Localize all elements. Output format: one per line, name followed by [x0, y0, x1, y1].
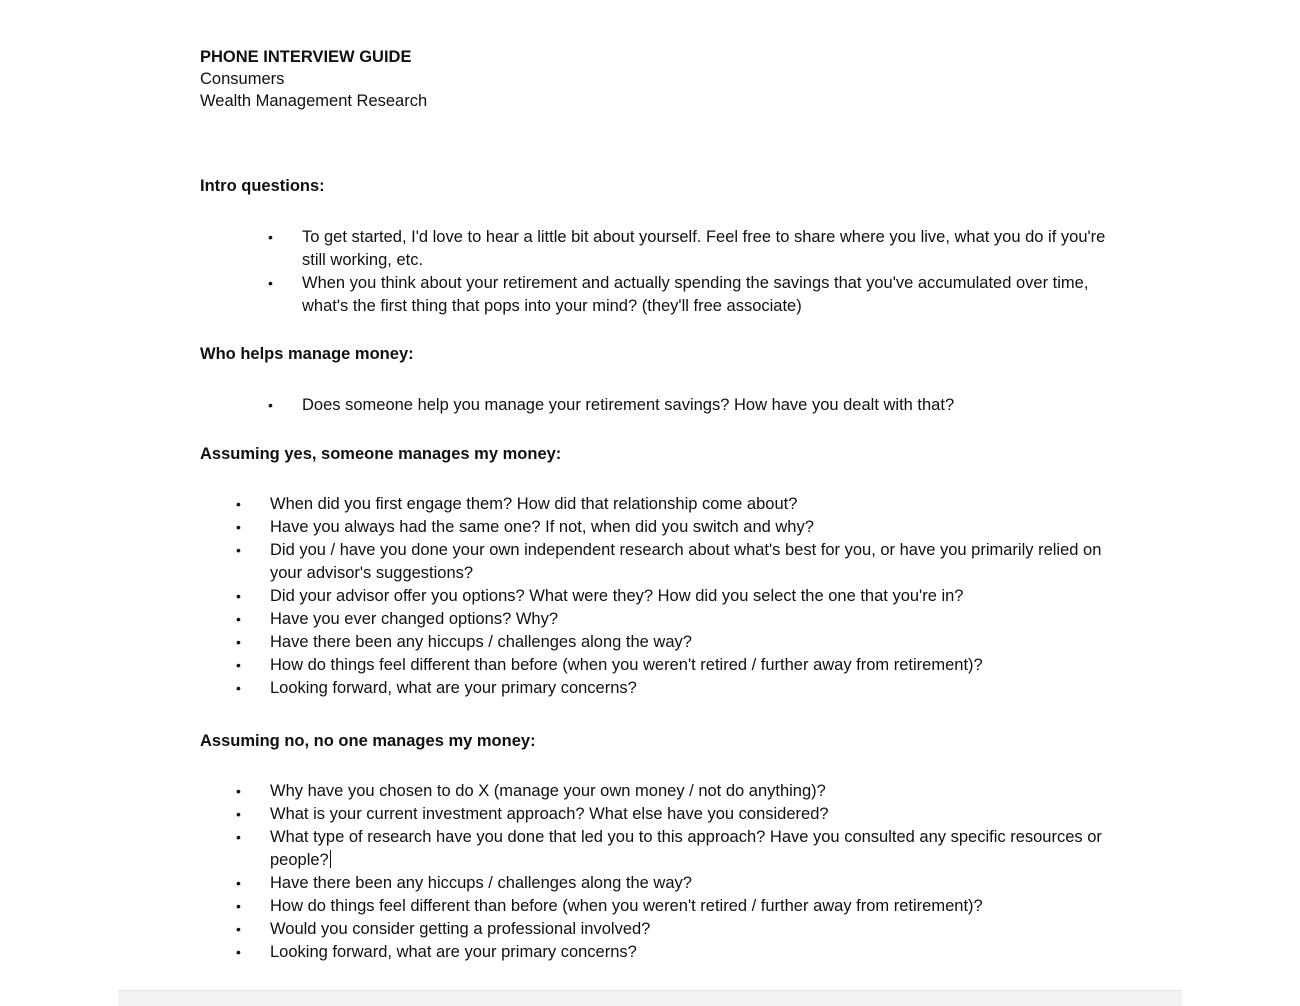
- list-item: [268, 272, 1132, 318]
- question-list-who-helps: [268, 394, 1132, 417]
- bullet-icon: •: [236, 898, 241, 914]
- question-text: Did your advisor offer you options? What were they? How did you select the one that you're in?: [270, 587, 964, 605]
- bullet-icon: •: [236, 806, 241, 822]
- question-text: Looking forward, what are your primary concerns?: [270, 943, 637, 961]
- list-item: [236, 826, 1110, 872]
- list-item: [236, 780, 1110, 803]
- question-text: Looking forward, what are your primary concerns?: [270, 679, 637, 697]
- list-item: [236, 493, 1110, 516]
- bullet-icon: •: [236, 783, 241, 799]
- question-text: Have you ever changed options? Why?: [270, 610, 559, 628]
- document-subtitle-audience: Consumers: [200, 70, 285, 88]
- bullet-icon: •: [268, 397, 273, 413]
- question-text: Would you consider getting a professional involved?: [270, 920, 651, 938]
- text-cursor: [330, 850, 331, 868]
- list-item: [236, 608, 1110, 631]
- question-text: What type of research have you done that led you to this approach? Have you consulted any specific resources or people?: [270, 828, 1102, 869]
- question-text: Does someone help you manage your retirement savings? How have you dealt with that?: [302, 396, 955, 414]
- list-item: [236, 872, 1110, 895]
- section-heading-assuming-yes: Assuming yes, someone manages my money:: [200, 445, 562, 463]
- bullet-icon: •: [236, 611, 241, 627]
- question-text: Have you always had the same one? If not, when did you switch and why?: [270, 518, 814, 536]
- section-heading-who-helps: Who helps manage money:: [200, 345, 414, 363]
- section-heading-intro: Intro questions:: [200, 177, 325, 195]
- list-item: [236, 585, 1110, 608]
- bullet-icon: •: [236, 634, 241, 650]
- page-bottom-edge: [118, 990, 1182, 1006]
- list-item: [268, 226, 1132, 272]
- list-item: [236, 654, 1110, 677]
- section-heading-assuming-no: Assuming no, no one manages my money:: [200, 732, 536, 750]
- bullet-icon: •: [236, 829, 241, 845]
- question-text: Did you / have you done your own independent research about what's best for you, or have you primarily relied on your advisor's suggestions?: [270, 541, 1102, 582]
- question-text: How do things feel different than before (when you weren't retired / further away from retirement)?: [270, 897, 983, 915]
- question-text: When did you first engage them? How did that relationship come about?: [270, 495, 798, 513]
- question-text: When you think about your retirement and actually spending the savings that you've accumulated over time, what's the first thing that pops into your mind? (they'll free associate): [302, 274, 1089, 315]
- question-text: How do things feel different than before (when you weren't retired / further away from retirement)?: [270, 656, 983, 674]
- bullet-icon: •: [236, 496, 241, 512]
- bullet-icon: •: [236, 519, 241, 535]
- bullet-icon: •: [236, 680, 241, 696]
- question-text: To get started, I'd love to hear a little bit about yourself. Feel free to share where you live, what you do if you're still working, etc.: [302, 228, 1106, 269]
- question-list-assuming-no: [236, 780, 1110, 964]
- list-item: [236, 631, 1110, 654]
- question-text: Have there been any hiccups / challenges along the way?: [270, 633, 692, 651]
- list-item: [236, 918, 1110, 941]
- bullet-icon: •: [236, 944, 241, 960]
- bullet-icon: •: [236, 921, 241, 937]
- list-item: [236, 516, 1110, 539]
- list-item: [236, 895, 1110, 918]
- document-subtitle-project: Wealth Management Research: [200, 92, 428, 110]
- question-text: What is your current investment approach? What else have you considered?: [270, 805, 829, 823]
- list-item: [236, 677, 1110, 700]
- list-item: [236, 539, 1110, 585]
- document-header: [200, 46, 427, 112]
- question-list-assuming-yes: [236, 493, 1110, 700]
- question-text: Have there been any hiccups / challenges along the way?: [270, 874, 692, 892]
- bullet-icon: •: [236, 542, 241, 558]
- question-text: Why have you chosen to do X (manage your own money / not do anything)?: [270, 782, 826, 800]
- list-item: [236, 803, 1110, 826]
- document-title: PHONE INTERVIEW GUIDE: [200, 48, 412, 66]
- bullet-icon: •: [236, 657, 241, 673]
- bullet-icon: •: [236, 588, 241, 604]
- list-item: [236, 941, 1110, 964]
- bullet-icon: •: [268, 229, 273, 245]
- list-item: [268, 394, 1132, 417]
- bullet-icon: •: [236, 875, 241, 891]
- question-list-intro: [268, 226, 1132, 318]
- bullet-icon: •: [268, 275, 273, 291]
